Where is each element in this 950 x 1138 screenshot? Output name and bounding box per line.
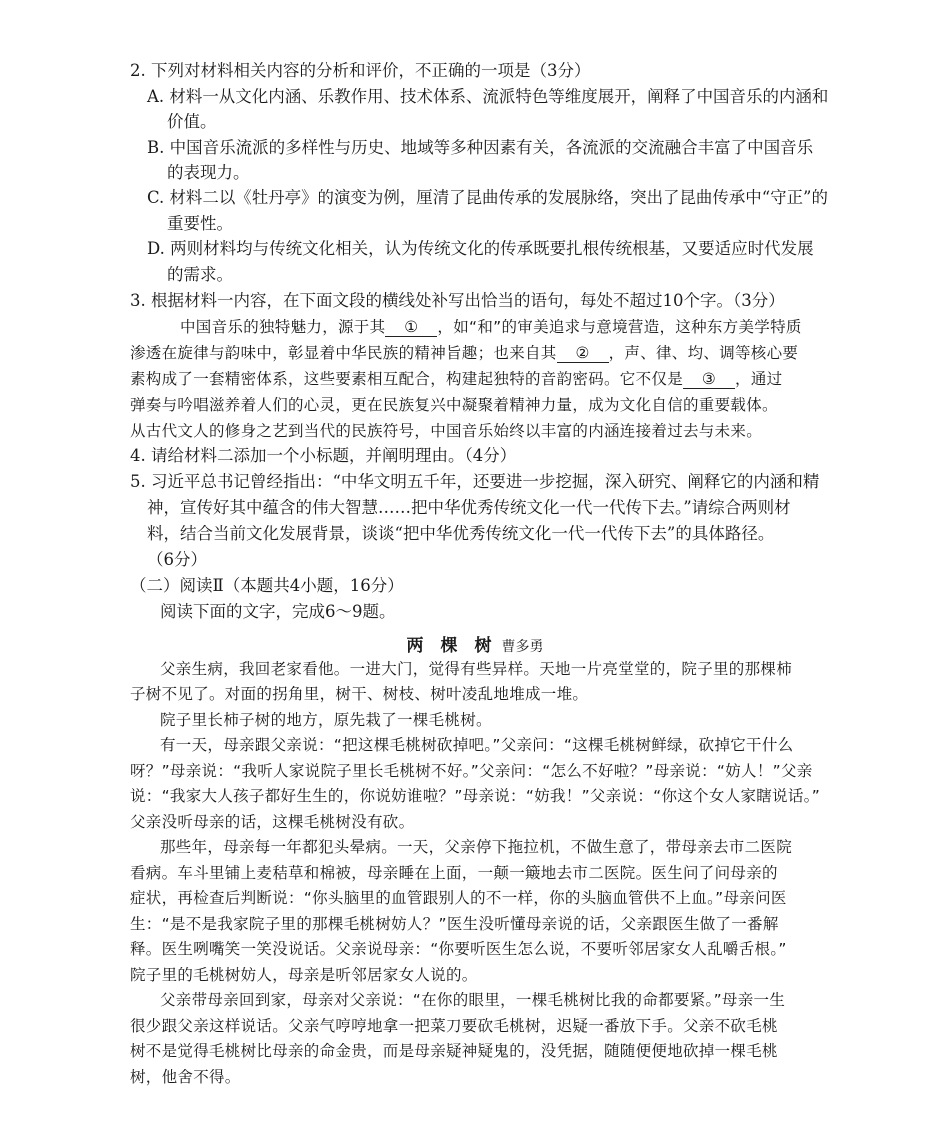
q3-passage-line [180,316,802,338]
article-paragraph-line: 树不是觉得毛桃树比母亲的命金贵，而是母亲疑神疑鬼的，没凭据，随随便便地砍掉一棵毛桃 [130,1042,778,1060]
article-author: 曹多勇 [501,639,544,655]
q3-stem: 3. 根据材料一内容，在下面文段的横线处补写出恰当的语句，每处不超过10个字。（3分） [130,291,785,310]
q2-option-b-cont: 的表现力。 [167,163,250,182]
q3-text: 中国音乐的独特魅力，源于其 [180,318,386,336]
article-paragraph-line: 院子里的毛桃树妨人，母亲是听邻居家女人说的。 [130,966,478,984]
q2-option-b: B. 中国音乐流派的多样性与历史、地域等多种因素有关，各流派的交流融合丰富了中国音乐 [147,138,814,157]
article-paragraph-line: 院子里长柿子树的地方，原先栽了一棵毛桃树。 [160,711,492,729]
q5-stem-cont: 神，宣传好其中蕴含的伟大智慧……把中华优秀传统文化一代一代传下去。”请综合两则材 [147,498,791,517]
q3-text: 渗透在旋律与韵味中，彰显着中华民族的精神旨趣；也来自其 [130,344,557,362]
q2-option-d-cont: 的需求。 [167,265,233,284]
q5-stem-cont: 料，结合当前文化发展背景，谈谈“把中华优秀传统文化一代一代传下去”的具体路径。 [147,524,775,543]
q3-passage-line [130,368,782,390]
article-paragraph-line: 症状，再检查后判断说：“你头脑里的血管跟别人的不一样，你的头脑血管供不上血。”母亲问医 [130,889,787,907]
q2-option-c-cont: 重要性。 [167,214,233,233]
q2-option-d: D. 两则材料均与传统文化相关，认为传统文化的传承既要扎根传统根基，又要适应时代发展 [147,239,814,258]
q4-stem: 4. 请给材料二添加一个小标题，并阐明理由。（4分） [130,446,517,465]
q3-blank-1: ① [385,318,437,337]
article-paragraph-line: 树，他舍不得。 [130,1068,241,1086]
article-paragraph-line: 父亲带母亲回到家，母亲对父亲说：“在你的眼里，一棵毛桃树比我的命都要紧。”母亲一生 [160,991,786,1009]
article-title [0,631,950,656]
q2-option-a-cont: 价值。 [167,112,217,131]
article-paragraph-line: 呀？”母亲说：“我听人家说院子里长毛桃树不好。”父亲问：“怎么不好啦？”母亲说：“妨人！”父亲 [130,762,813,780]
q3-passage-line [130,342,798,364]
article-paragraph-line: 很少跟父亲这样说话。父亲气哼哼地拿一把菜刀要砍毛桃树，迟疑一番放下手。父亲不砍毛桃 [130,1017,778,1035]
q2-option-a: A. 材料一从文化内涵、乐教作用、技术体系、流派特色等维度展开，阐释了中国音乐的内涵和 [147,87,829,106]
section-heading: （二）阅读Ⅱ（本题共4小题，16分） [130,576,404,595]
q5-points: （6分） [147,550,207,569]
article-paragraph-line: 生：“是不是我家院子里的那棵毛桃树妨人？”医生没听懂母亲说的话，父亲跟医生做了一番解 [130,915,779,933]
q3-text: ，声、律、均、调等核心要 [608,344,799,362]
q5-stem: 5. 习近平总书记曾经指出：“中华文明五千年，还要进一步挖掘，深入研究、阐释它的内涵和精 [130,472,820,491]
q2-option-c: C. 材料二以《牡丹亭》的演变为例，厘清了昆曲传承的发展脉络，突出了昆曲传承中“守正”的 [147,188,828,207]
q3-text: ，通过 [735,370,783,388]
q3-text: ，如“和”的审美追求与意境营造，这种东方美学特质 [437,318,802,336]
article-paragraph-line: 那些年，母亲每一年都犯头晕病。一天，父亲停下拖拉机，不做生意了，带母亲去市二医院 [160,838,793,856]
q3-passage-line: 从古代文人的修身之艺到当代的民族符号，中国音乐始终以丰富的内涵连接着过去与未来。 [130,422,763,440]
section-instruction: 阅读下面的文字，完成6～9题。 [160,602,396,621]
q3-blank-3: ③ [683,370,735,389]
article-paragraph-line: 说：“我家大人孩子都好生生的，你说妨谁啦？”母亲说：“妨我！”父亲说：“你这个女人家瞎说话。” [130,787,821,805]
article-paragraph-line: 父亲没听母亲的话，这棵毛桃树没有砍。 [130,813,415,831]
q3-text: 素构成了一套精密体系，这些要素相互配合，构建起独特的音韵密码。它不仅是 [130,370,684,388]
q2-stem: 2. 下列对材料相关内容的分析和评价，不正确的一项是（3分） [130,61,591,80]
article-paragraph-line: 父亲生病，我回老家看他。一进大门，觉得有些异样。天地一片亮堂堂的，院子里的那棵柿 [160,660,793,678]
q3-passage-line: 弹奏与吟唱滋养着人们的心灵，更在民族复兴中凝聚着精神力量，成为文化自信的重要载体。 [130,396,778,414]
article-title-text: 两 棵 树 [406,636,492,656]
article-paragraph-line: 有一天，母亲跟父亲说：“把这棵毛桃树砍掉吧。”父亲问：“这棵毛桃树鲜绿，砍掉它干什么 [160,736,794,754]
article-paragraph-line: 释。医生咧嘴笑一笑没说话。父亲说母亲：“你要听医生怎么说，不要听邻居家女人乱嚼舌根。” [130,940,787,958]
article-paragraph-line: 子树不见了。对面的拐角里，树干、树枝、树叶凌乱地堆成一堆。 [130,685,589,703]
article-paragraph-line: 看病。车斗里铺上麦秸草和棉被，母亲睡在上面，一颠一簸地去市二医院。医生问了问母亲的 [130,864,778,882]
q3-blank-2: ② [557,344,609,363]
